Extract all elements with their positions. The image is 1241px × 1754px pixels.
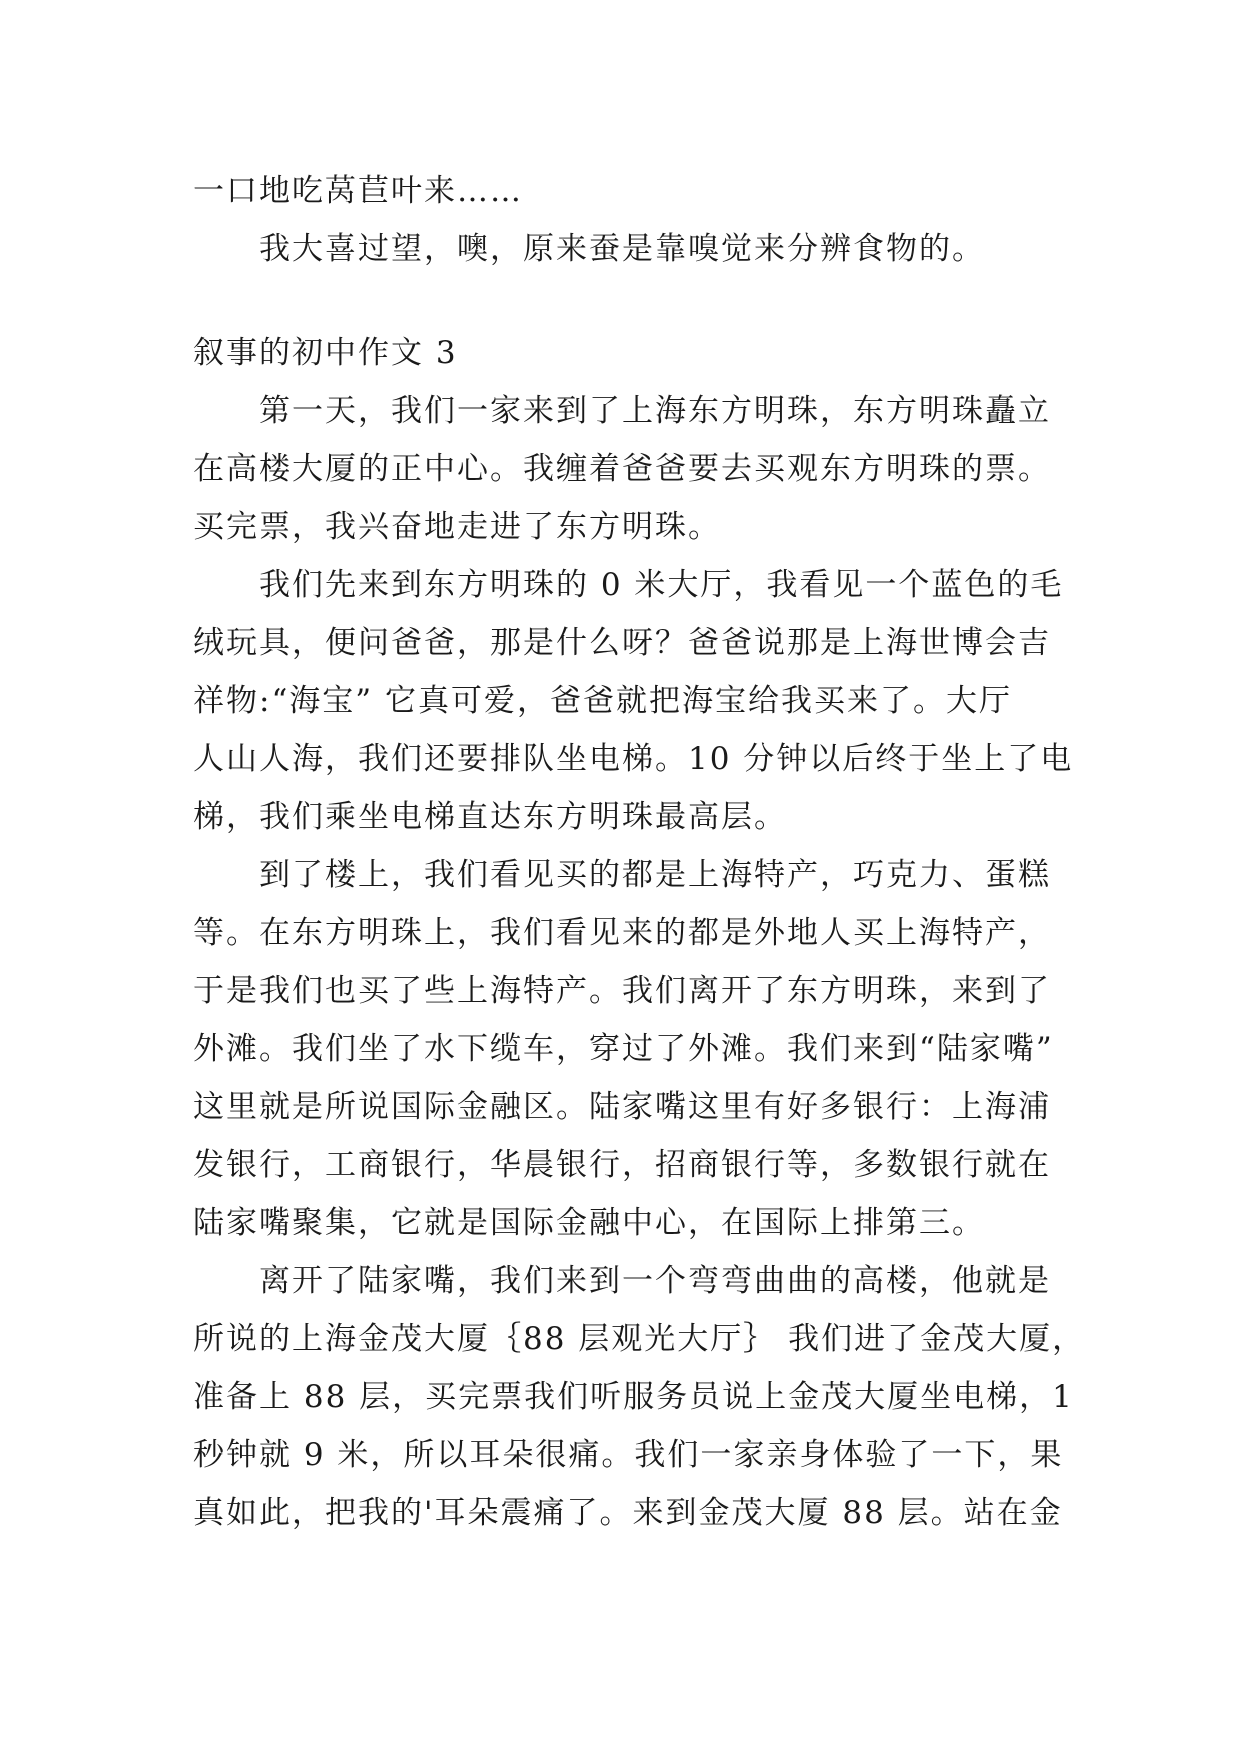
text-line: 绒玩具，便问爸爸，那是什么呀？爸爸说那是上海世博会吉	[193, 625, 1051, 661]
text-line: 一口地吃莴苣叶来……	[193, 173, 523, 209]
text-line: 发银行，工商银行，华晨银行，招商银行等，多数银行就在	[193, 1147, 1051, 1183]
paragraph-line: 离开了陆家嘴，我们来到一个弯弯曲曲的高楼，他就是	[259, 1263, 1051, 1299]
text-line: 这里就是所说国际金融区。陆家嘴这里有好多银行：上海浦	[193, 1089, 1051, 1125]
paragraph-line: 我大喜过望，噢，原来蚕是靠嗅觉来分辨食物的。	[259, 231, 985, 267]
paragraph-line: 到了楼上，我们看见买的都是上海特产，巧克力、蛋糕	[259, 857, 1051, 893]
text-line: 梯，我们乘坐电梯直达东方明珠最高层。	[193, 799, 787, 835]
text-line: 人山人海，我们还要排队坐电梯。10 分钟以后终于坐上了电	[193, 741, 1074, 777]
text-line: 秒钟就 9 米，所以耳朵很痛。我们一家亲身体验了一下，果	[193, 1437, 1064, 1473]
text-line: 等。在东方明珠上，我们看见来的都是外地人买上海特产，	[193, 915, 1051, 951]
text-line: 买完票，我兴奋地走进了东方明珠。	[193, 509, 721, 545]
text-line: 外滩。我们坐了水下缆车，穿过了外滩。我们来到“陆家嘴”	[193, 1031, 1054, 1067]
text-line: 祥物:“海宝” 它真可爱，爸爸就把海宝给我买来了。大厅	[193, 683, 1012, 719]
text-line: 真如此，把我的'耳朵震痛了。来到金茂大厦 88 层。站在金	[193, 1495, 1063, 1531]
text-line: 于是我们也买了些上海特产。我们离开了东方明珠，来到了	[193, 973, 1051, 1009]
text-line: 所说的上海金茂大厦｛88 层观光大厅｝ 我们进了金茂大厦，	[193, 1321, 1086, 1357]
text-line: 准备上 88 层，买完票我们听服务员说上金茂大厦坐电梯，1	[193, 1379, 1074, 1415]
text-line: 陆家嘴聚集，它就是国际金融中心，在国际上排第三。	[193, 1205, 985, 1241]
text-line: 在高楼大厦的正中心。我缠着爸爸要去买观东方明珠的票。	[193, 451, 1051, 487]
section-title: 叙事的初中作文 3	[193, 335, 458, 371]
document-body	[193, 162, 1086, 1542]
paragraph-line: 我们先来到东方明珠的 0 米大厅，我看见一个蓝色的毛	[259, 567, 1064, 603]
paragraph-line: 第一天，我们一家来到了上海东方明珠，东方明珠矗立	[259, 393, 1051, 429]
